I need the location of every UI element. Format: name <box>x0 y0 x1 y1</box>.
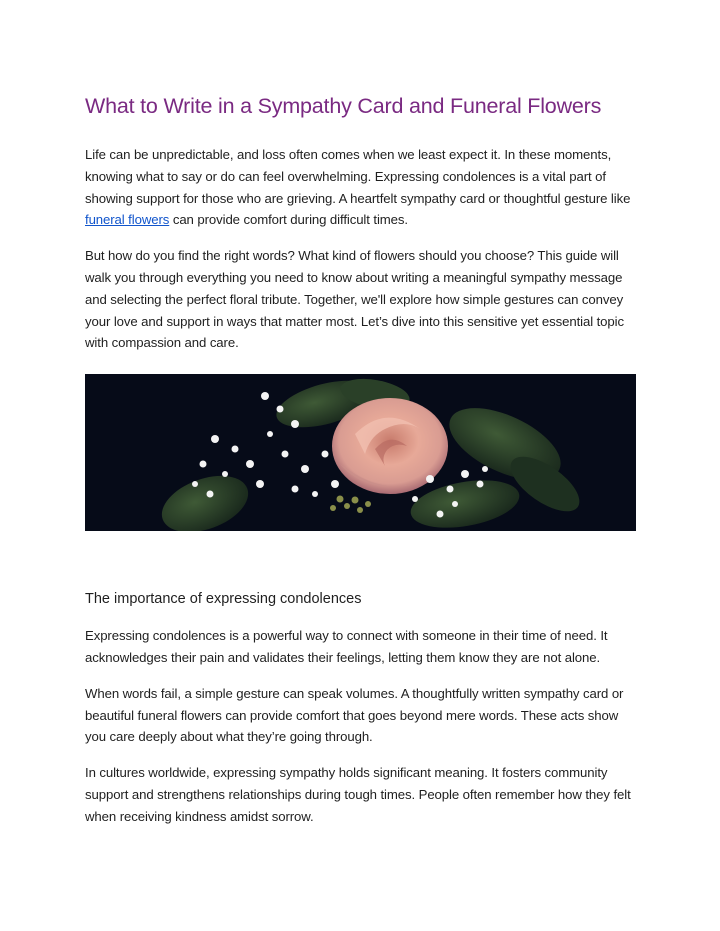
hero-image-rose-and-babys-breath <box>85 374 636 531</box>
page-title: What to Write in a Sympathy Card and Funeral Flowers <box>85 94 602 118</box>
intro-paragraph-1 <box>85 144 637 231</box>
section-paragraph-3: In cultures worldwide, expressing sympathy holds significant meaning. It fosters community support and strengthens relationships during tough times. People often remember how they felt when receiving kindness amidst sorrow. <box>85 765 631 824</box>
funeral-flowers-link[interactable]: funeral flowers <box>85 212 170 228</box>
section-paragraph-2: When words fail, a simple gesture can speak volumes. A thoughtfully written sympathy card or beautiful funeral flowers can provide comfort that goes beyond mere words. These acts show you care deeply about what they’re going through. <box>85 685 624 745</box>
document-page <box>85 92 637 842</box>
section-paragraph-1: Expressing condolences is a powerful way to connect with someone in their time of need. It acknowledges their pain and validates their feelings, letting them know they are not alone. <box>85 628 608 665</box>
section-heading-condolences: The importance of expressing condolences <box>85 591 362 608</box>
intro-text-before-link: Life can be unpredictable, and loss often comes when we least expect it. In these moments, knowing what to say or do can feel overwhelming. Expressing condolences is a vital part of showing support for those who are grieving. A heartfelt sympathy card or thoughtful gesture like <box>85 147 631 206</box>
intro-paragraph-2: But how do you find the right words? What kind of flowers should you choose? This guide will walk you through everything you need to know about writing a meaningful sympathy message and selecting the perfect floral tribute. Together, we'll explore how simple gestures can convey your love and support in ways that matter most. Let’s dive into this sensitive yet essential topic with compassion and care. <box>85 248 624 351</box>
intro-text-after-link: can provide comfort during difficult times. <box>169 212 408 228</box>
rose-illustration <box>85 374 636 531</box>
